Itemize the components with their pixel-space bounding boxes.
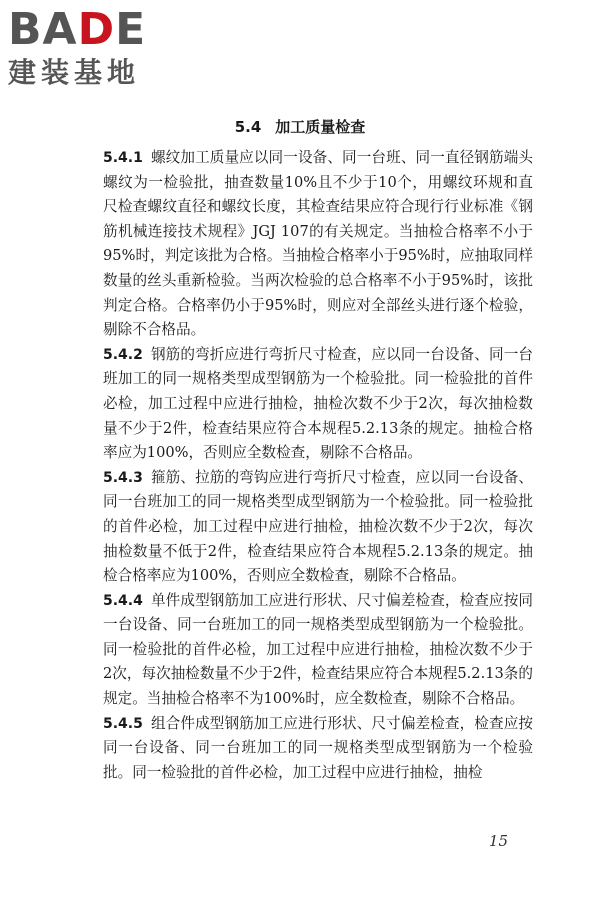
clause-number: 5.4.3 — [103, 469, 143, 486]
clause-number: 5.4.1 — [103, 150, 143, 166]
clause-text: 组合件成型钢筋加工应进行形状、尺寸偏差检查，检查应按同一台设备、同一台班加工的同一规格类型成型钢筋为一个检验批。同一检验批的首件必检，加工过程中应进行抽检，抽检 — [103, 714, 533, 781]
clause-paragraph — [103, 466, 533, 589]
logo-wordmark: BADE — [8, 4, 147, 55]
clause-number: 5.4.4 — [103, 592, 143, 609]
brand-logo — [8, 6, 178, 96]
clause-text: 钢筋的弯折应进行弯折尺寸检查，应以同一台设备、同一台班加工的同一规格类型成型钢筋为一个检验批。同一检验批的首件必检，加工过程中应进行抽检，抽检次数不少于2次，每次抽检数量不少于2件，检查结果应符合本规程5.2.13条的规定。抽检合格率应为100%，否则应全数检查，剔除不合格品。 — [103, 345, 533, 462]
clause-paragraph — [103, 712, 533, 786]
clause-text: 单件成型钢筋加工应进行形状、尺寸偏差检查，检查应按同一台设备、同一台班加工的同一规格类型成型钢筋为一个检验批。同一检验批的首件必检，加工过程中应进行抽检，抽检次数不少于2次，每次抽检数量不少于2件，检查结果应符合本规程5.2.13条的规定。当抽检合格率不为100%时，应全数检查，剔除不合格品。 — [103, 591, 533, 708]
clause-text: 螺纹加工质量应以同一设备、同一台班、同一直径钢筋端头螺纹为一检验批，抽查数量10%且不少于10个，用螺纹环规和直尺检查螺纹直径和螺纹长度，其检查结果应符合现行行业标准《钢筋机械连接技术规程》JGJ 107的有关规定。当抽检合格率不小于95%时，判定该批为合格。当抽检合格率小于95%时，应抽取同样数量的丝头重新检验。当两次检验的总合格率不小于95%时，该批判定合格。合格率仍小于95%时，则应对全部丝头进行逐个检验，剔除不合格品。 — [103, 149, 533, 339]
page-number: 15 — [488, 832, 508, 850]
section-heading — [0, 116, 600, 138]
document-body — [103, 146, 533, 785]
section-title-text: 加工质量检查 — [275, 118, 366, 136]
clause-text: 箍筋、拉筋的弯钩应进行弯折尺寸检查，应以同一台设备、同一台班加工的同一规格类型成型钢筋为一个检验批。同一检验批的首件必检，加工过程中应进行抽检，抽检次数不少于2次，每次抽检数量不低于2件，检查结果应符合本规程5.2.13条的规定。抽检合格率应为100%，否则应全数检查，剔除不合格品。 — [103, 468, 533, 585]
clause-number: 5.4.5 — [103, 715, 143, 732]
clause-number: 5.4.2 — [103, 346, 143, 363]
clause-paragraph — [103, 589, 533, 712]
logo-subtitle: 建装基地 — [8, 56, 141, 89]
clause-paragraph — [103, 343, 533, 466]
clause-paragraph — [103, 146, 533, 343]
section-number: 5.4 — [234, 118, 262, 136]
